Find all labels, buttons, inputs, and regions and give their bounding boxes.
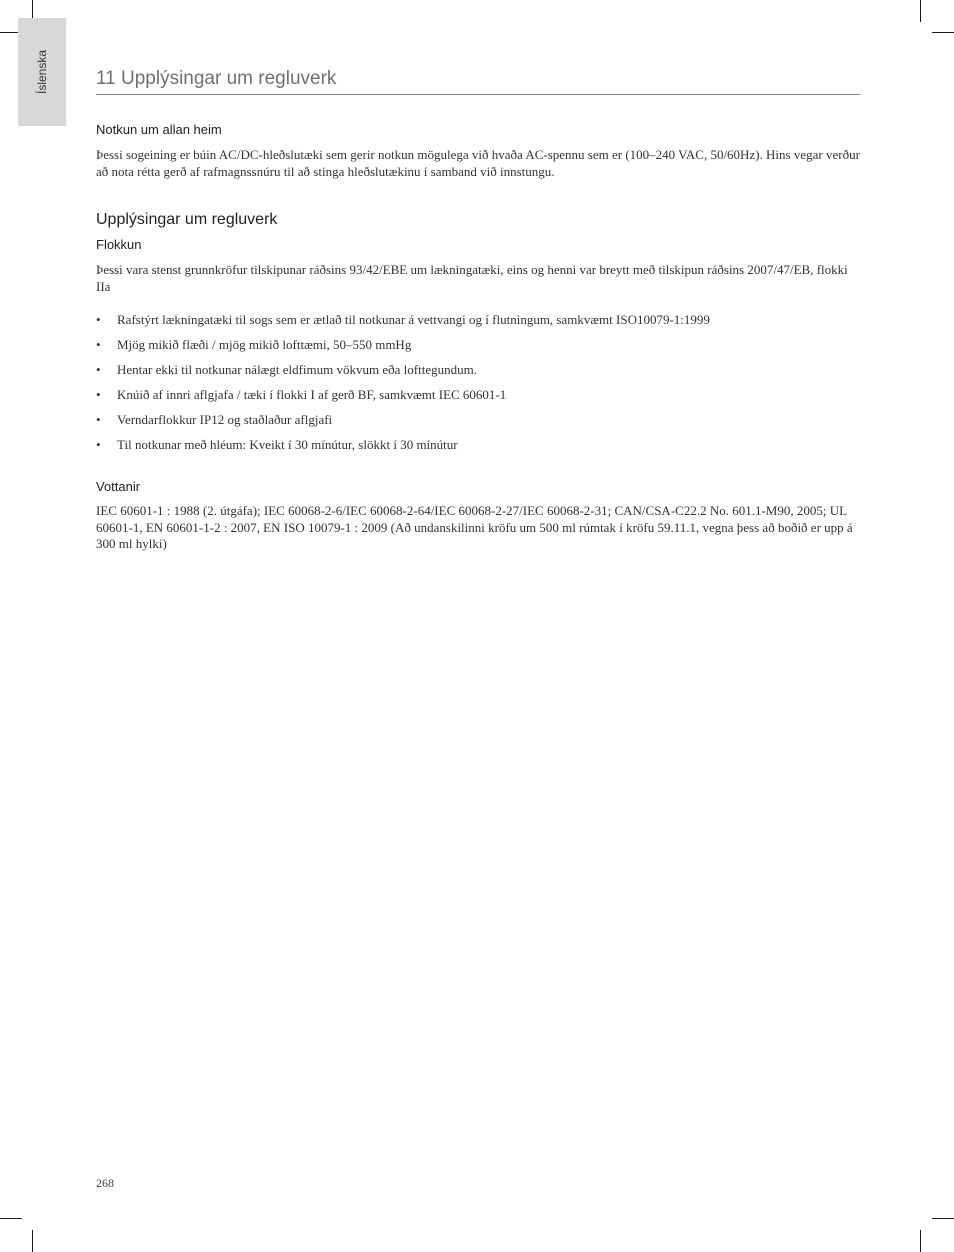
list-item <box>96 386 860 411</box>
crop-mark <box>0 1218 22 1219</box>
crop-mark <box>920 1230 921 1252</box>
crop-mark <box>932 1218 954 1219</box>
worldwide-paragraph: Þessi sogeining er búin AC/DC-hleðslutæki sem gerir notkun mögulega við hvaða AC-spennu sem er (100–240 VAC, 50/60Hz). Hins vegar verður að nota rétta gerð af rafmagnssnúru til að stinga hleðslutækinu í samband við innstungu. <box>96 147 860 179</box>
classification-heading: Flokkun <box>96 237 142 252</box>
bullet-icon: • <box>96 412 101 427</box>
list-item <box>96 311 860 336</box>
crop-mark <box>32 1230 33 1252</box>
page-number: 268 <box>96 1176 114 1190</box>
language-tab <box>18 18 66 126</box>
list-item <box>96 411 860 436</box>
list-item-text: Knúið af innri aflgjafa / tæki í flokki I af gerð BF, samkvæmt IEC 60601-1 <box>117 387 507 402</box>
bullet-icon: • <box>96 337 101 352</box>
list-item-text: Til notkunar með hléum: Kveikt í 30 mínútur, slökkt í 30 mínútur <box>117 437 458 452</box>
crop-mark <box>920 0 921 22</box>
certifications-paragraph: IEC 60601-1 : 1988 (2. útgáfa); IEC 60068-2-6/IEC 60068-2-64/IEC 60068-2-27/IEC 60068-2-31; CAN/CSA-C22.2 No. 601.1-M90, 2005; UL 60601-1, EN 60601-1-2 : 2007, EN ISO 10079-1 : 2009 (Að undanskilinni kröfu um 500 ml rúmtak í kröfu 59.11.1, vegna þess að boðið er upp á 300 ml hylki) <box>96 503 853 551</box>
list-item-text: Verndarflokkur IP12 og staðlaður aflgjafi <box>117 412 333 427</box>
list-item-text: Mjög mikið flæði / mjög mikið lofttæmi, 50–550 mmHg <box>117 337 412 352</box>
bullet-icon: • <box>96 437 101 452</box>
list-item <box>96 336 860 361</box>
chapter-title: 11 Upplýsingar um regluverk <box>96 68 337 89</box>
classification-paragraph: Þessi vara stenst grunnkröfur tilskipunar ráðsins 93/42/EBE um lækningatæki, eins og henni var breytt með tilskipun ráðsins 2007/47/EB, flokki IIa <box>96 262 848 294</box>
list-item-text: Rafstýrt lækningatæki til sogs sem er ætlað til notkunar á vettvangi og í flutningum, samkvæmt ISO10079-1:1999 <box>117 312 710 327</box>
language-tab-label: Íslenska <box>35 49 49 95</box>
bullet-icon: • <box>96 312 101 327</box>
list-item <box>96 436 860 461</box>
regulatory-heading: Upplýsingar um regluverk <box>96 211 278 228</box>
chapter-divider <box>96 94 860 95</box>
classification-list <box>96 311 860 461</box>
crop-mark <box>932 32 954 33</box>
list-item-text: Hentar ekki til notkunar nálægt eldfimum vökvum eða lofttegundum. <box>117 362 477 377</box>
bullet-icon: • <box>96 387 101 402</box>
list-item <box>96 361 860 386</box>
bullet-icon: • <box>96 362 101 377</box>
worldwide-heading: Notkun um allan heim <box>96 122 222 137</box>
certifications-heading: Vottanir <box>96 479 141 494</box>
